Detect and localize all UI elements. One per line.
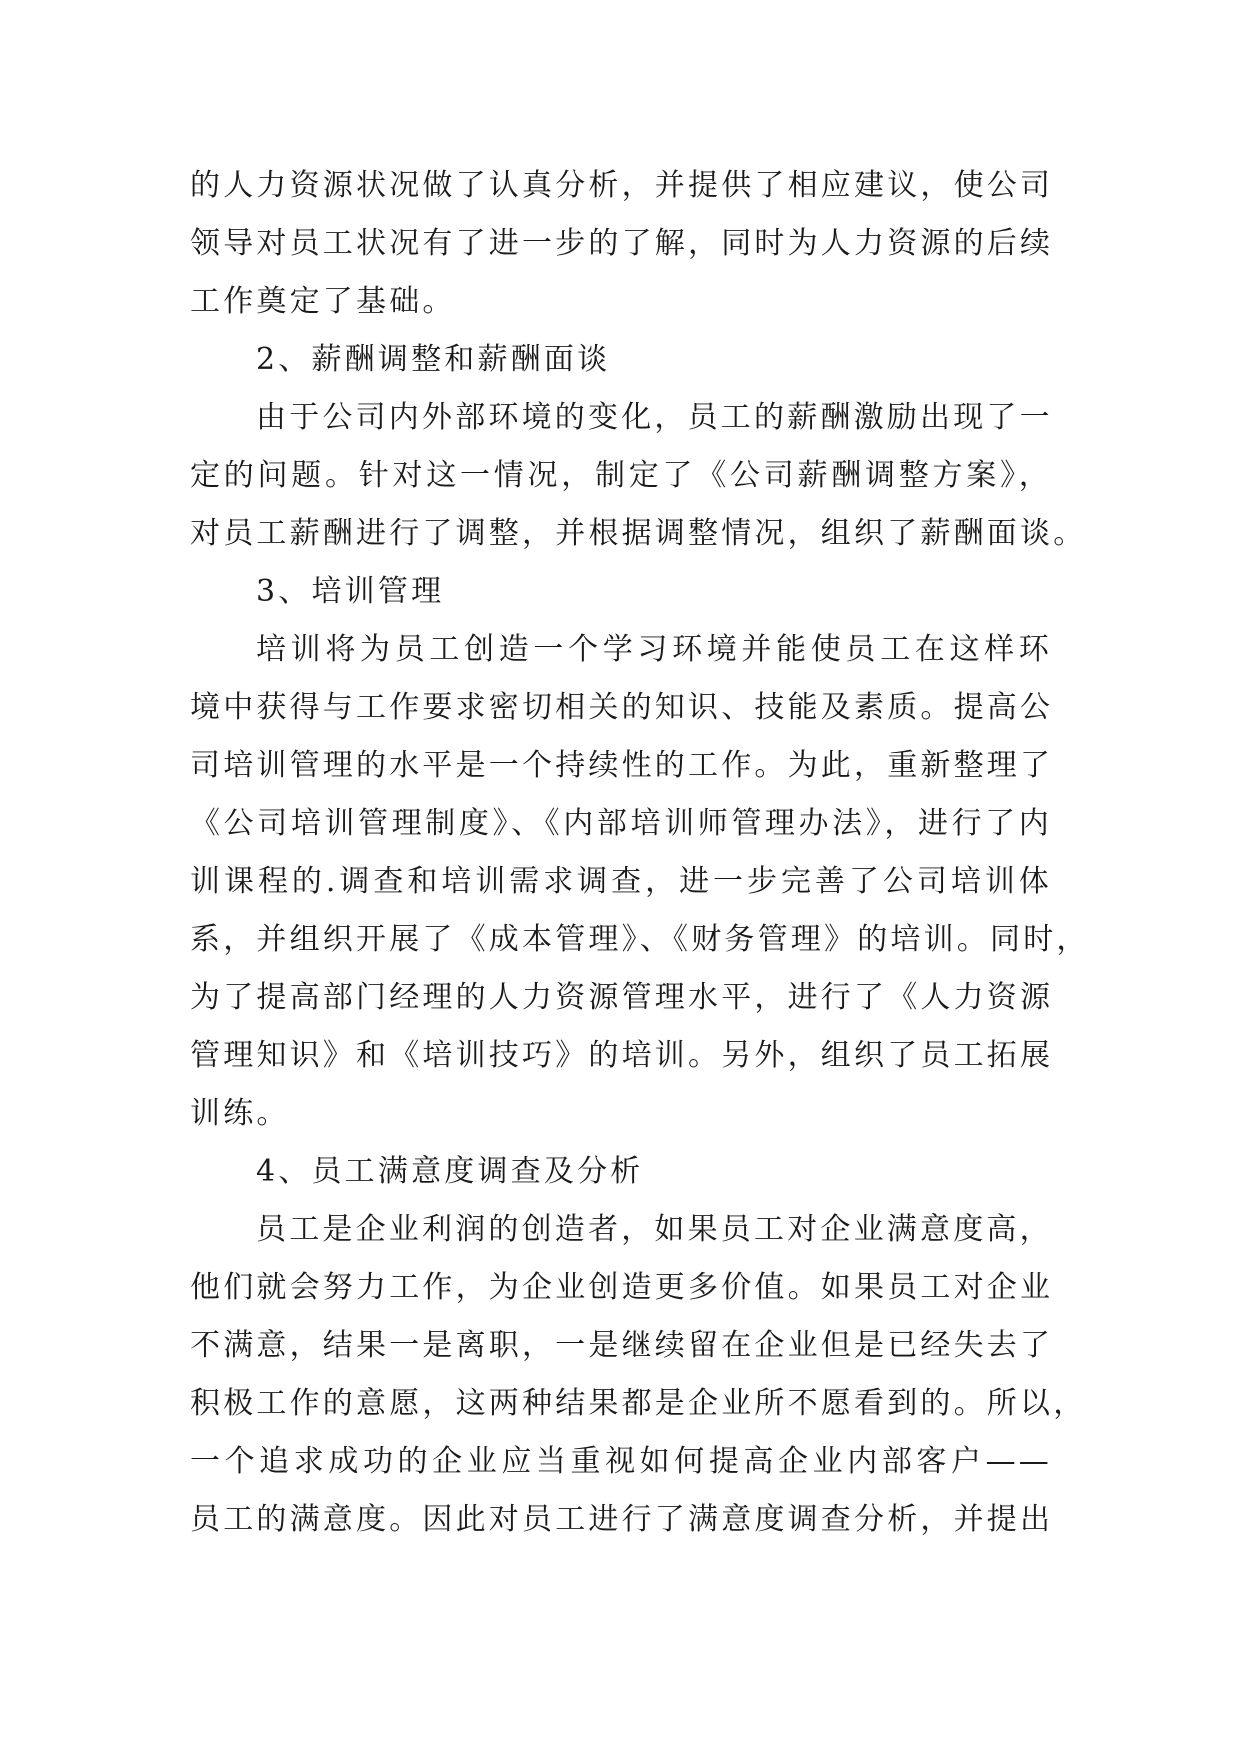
paragraph-line: 员工的满意度。因此对员工进行了满意度调查分析，并提出: [190, 1502, 1054, 1537]
paragraph-line: 员工是企业利润的创造者，如果员工对企业满意度高，: [256, 1212, 1053, 1247]
paragraph-line: 《公司培训管理制度》、《内部培训师管理办法》，进行了内: [190, 806, 1052, 841]
paragraph-line: 积极工作的意愿，这两种结果都是企业所不愿看到的。所以，: [190, 1386, 1087, 1421]
section-heading: 4、员工满意度调查及分析: [256, 1154, 644, 1189]
paragraph-line: 工作奠定了基础。: [190, 284, 456, 319]
section-heading: 2、薪酬调整和薪酬面谈: [256, 342, 611, 377]
paragraph-line: 由于公司内外部环境的变化，员工的薪酬激励出现了一: [256, 400, 1053, 435]
paragraph-line: 对员工薪酬进行了调整，并根据调整情况，组织了薪酬面谈。: [190, 516, 1087, 551]
paragraph-line: 不满意，结果一是离职，一是继续留在企业但是已经失去了: [190, 1328, 1054, 1363]
paragraph-line: 训练。: [190, 1096, 290, 1131]
paragraph-line: 管理知识》和《培训技巧》的培训。另外，组织了员工拓展: [190, 1038, 1054, 1073]
paragraph-line: 他们就会努力工作，为企业创造更多价值。如果员工对企业: [190, 1270, 1054, 1305]
paragraph-line: 的人力资源状况做了认真分析，并提供了相应建议，使公司: [190, 168, 1054, 203]
paragraph-line: 训课程的.调查和培训需求调查，进一步完善了公司培训体: [190, 864, 1052, 899]
paragraph-line: 培训将为员工创造一个学习环境并能使员工在这样环: [256, 632, 1052, 667]
paragraph-line: 一个追求成功的企业应当重视如何提高企业内部客户——: [190, 1444, 1052, 1479]
section-heading: 3、培训管理: [256, 574, 445, 609]
document-body: [190, 157, 1090, 1549]
paragraph-line: 司培训管理的水平是一个持续性的工作。为此，重新整理了: [190, 748, 1054, 783]
paragraph-line: 定的问题。针对这一情况，制定了《公司薪酬调整方案》，: [190, 458, 1052, 493]
paragraph-line: 领导对员工状况有了进一步的了解，同时为人力资源的后续: [190, 226, 1054, 261]
paragraph-line: 境中获得与工作要求密切相关的知识、技能及素质。提高公: [190, 690, 1054, 725]
paragraph-line: 系，并组织开展了《成本管理》、《财务管理》的培训。同时，: [190, 922, 1090, 957]
paragraph-line: 为了提高部门经理的人力资源管理水平，进行了《人力资源: [190, 980, 1054, 1015]
